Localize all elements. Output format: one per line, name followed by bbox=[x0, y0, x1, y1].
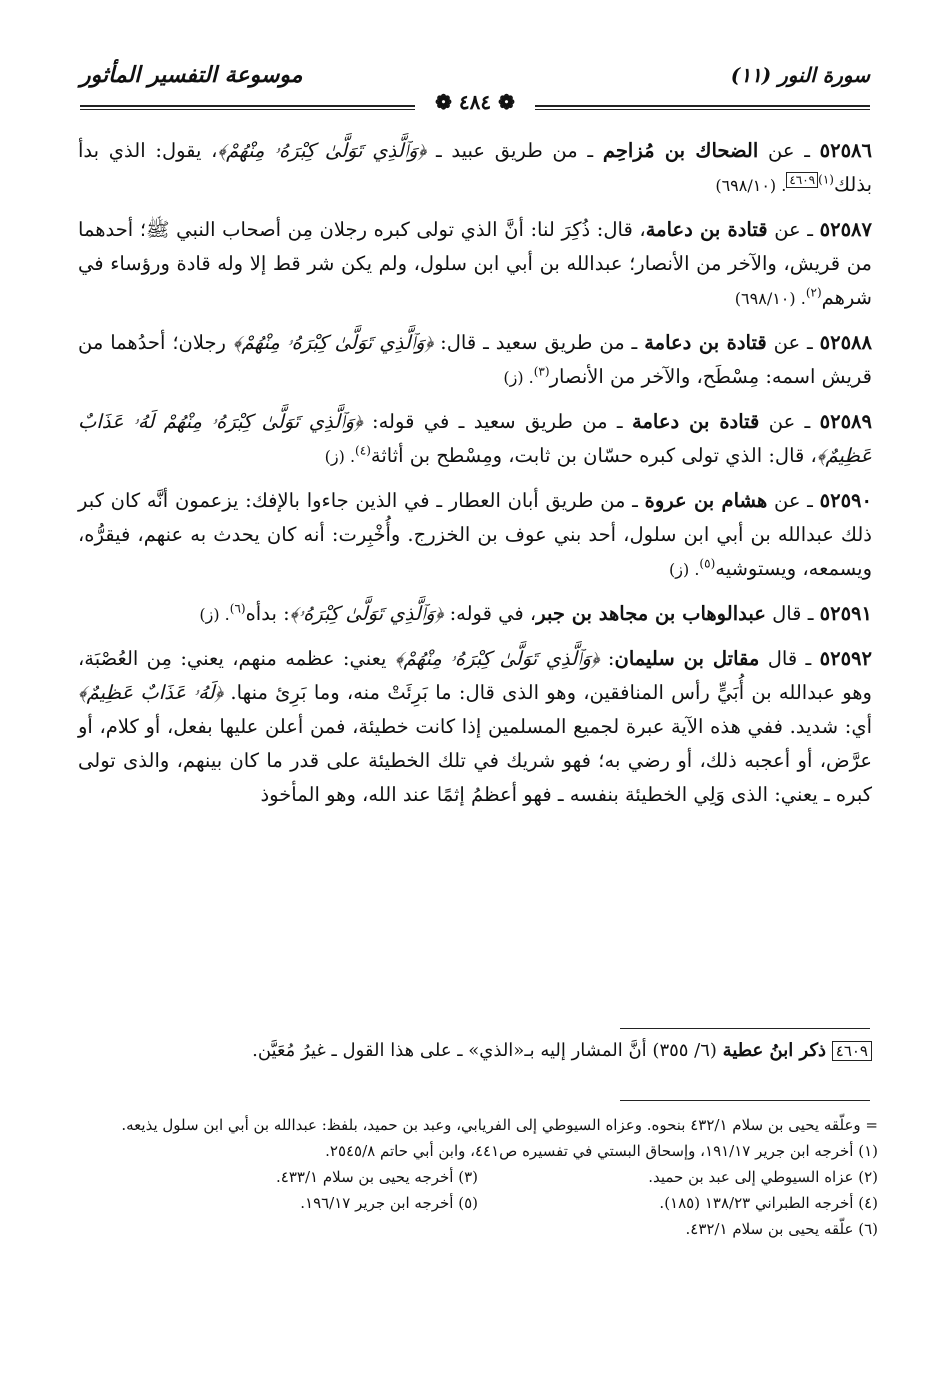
footnote-3: (٣) أخرجه يحيى بن سلام ٤٣٣/١. bbox=[276, 1168, 478, 1186]
quran-quote: ﴿وَٱلَّذِي تَوَلَّىٰ كِبْرَهُۥ مِنْهُمْ﴾ bbox=[232, 331, 434, 354]
entry-52590 bbox=[78, 484, 872, 591]
entry-52587 bbox=[78, 213, 872, 320]
entry-number: ٥٢٥٩٢ bbox=[819, 647, 872, 670]
source-ref: . (٦٩٨/١٠) bbox=[715, 176, 787, 195]
entry-number: ٥٢٥٩١ bbox=[819, 602, 872, 625]
source-ref: . (ز) bbox=[324, 447, 356, 466]
narrator-name: قتادة بن دعامة bbox=[632, 410, 760, 433]
entry-chain: ـ من طريق عبيد ـ bbox=[426, 139, 603, 162]
entry-52591 bbox=[78, 597, 872, 636]
commentary-text: (٦/ ٣٥٥) أنَّ المشار إليه بـ«الذي» ـ على هذا القول ـ غيرُ مُعَيَّن. bbox=[252, 1040, 723, 1061]
commentary-rule bbox=[620, 1028, 870, 1029]
footnote-4: (٤) أخرجه الطبراني ١٣٨/٢٣ (١٨٥). bbox=[659, 1194, 878, 1212]
footnote-row bbox=[78, 1164, 878, 1190]
sura-title: سورة النور (١١) bbox=[730, 63, 870, 87]
entry-text: يعني: عظمه منهم، يعني: مِن العُصْبَة، وهو عبدالله بن أُبَيٍّ رأس المنافقين، وهو الذى قال: ما بَرِئَتْ منه، وما بَرِئ منها. bbox=[78, 647, 872, 704]
narrator-name: الضحاك بن مُزاحِم bbox=[602, 139, 759, 162]
footnote-marker: (٤) bbox=[355, 443, 371, 458]
entry-chain: ـ من طريق سعيد ـ قال: bbox=[433, 331, 645, 354]
commentary-author: ذكر ابنُ عطية bbox=[722, 1040, 827, 1061]
footnote-5: (٥) أخرجه ابن جرير ١٩٦/١٧. bbox=[300, 1194, 478, 1212]
entry-number: ٥٢٥٩٠ bbox=[819, 489, 873, 512]
commentary-marker: ٤٦٠٩ bbox=[786, 172, 818, 188]
narrator-name: عبدالوهاب بن مجاهد بن جبر bbox=[536, 602, 766, 625]
footnote-marker: (٣) bbox=[533, 364, 550, 379]
entry-intro: ـ قال bbox=[759, 647, 812, 670]
narrator-name: مقاتل بن سليمان bbox=[614, 647, 760, 670]
entry-number: ٥٢٥٨٦ bbox=[819, 139, 873, 162]
entry-intro: ـ عن bbox=[767, 218, 813, 241]
entry-number: ٥٢٥٨٩ bbox=[819, 410, 873, 433]
entry-intro: ـ قال bbox=[765, 602, 814, 625]
footnote-marker: (٦) bbox=[229, 601, 246, 616]
footnote-marker: (٥) bbox=[699, 556, 716, 571]
page-number bbox=[415, 90, 535, 118]
quran-quote: ﴿وَٱلَّذِي تَوَلَّىٰ كِبْرَهُۥ مِنْهُمْ﴾ bbox=[217, 139, 427, 162]
entry-intro: ـ عن bbox=[758, 139, 810, 162]
ornament-icon: ❁ bbox=[491, 90, 515, 114]
entry-text: ، قال: ذُكِرَ لنا: أنَّ الذي تولى كبره رجلان مِن أصحاب النبي ﷺ؛ أحدهما من قريش، والآخر من الأنصار؛ عبدالله بن أبي ابن سلول، ولم يكن شر قط إلا وله قادة ورؤساء في شرهم bbox=[78, 218, 872, 309]
running-header bbox=[80, 58, 870, 92]
footnote-rule bbox=[620, 1100, 870, 1101]
entry-text: رجلان؛ أحدُهما من قريش اسمه: مِسْطَح، والآخر من الأنصار bbox=[78, 331, 872, 388]
footnotes bbox=[78, 1112, 878, 1242]
entry-number: ٥٢٥٨٨ bbox=[819, 331, 873, 354]
quran-quote: ﴿وَٱلَّذِي تَوَلَّىٰ كِبْرَهُۥ﴾ bbox=[289, 602, 444, 625]
entry-text: ، قال: الذي تولى كبره حسّان بن ثابت، ومِسْطح بن أثاثة bbox=[370, 444, 817, 467]
entry-intro: ـ عن bbox=[767, 489, 813, 512]
entry-text: ـ من طريق أبان العطار ـ في الذين جاءوا بالإفك: يزعمون أنَّه كان كبر ذلك عبدالله بن أبي ابن سلول، أحد بني عوف بن الخزرج. وأُخْبِرت: أنه كان يحدث به عنهم، فيقرُّه، ويسمعه، ويستوشيه bbox=[78, 489, 872, 580]
footnote-6: (٦) علّقه يحيى بن سلام ٤٣٢/١. bbox=[685, 1220, 878, 1238]
entry-52589 bbox=[78, 405, 872, 478]
footnote-1: (١) أخرجه ابن جرير ١٩١/١٧، وإسحاق البستي في تفسيره ص٤٤١، وابن أبي حاتم ٢٥٤٥/٨. bbox=[325, 1142, 878, 1160]
source-ref: . (٦٩٨/١٠) bbox=[734, 289, 806, 308]
entry-intro: ـ عن bbox=[766, 331, 813, 354]
ornament-icon: ❁ bbox=[435, 90, 459, 114]
narrator-name: هشام بن عروة bbox=[644, 489, 768, 512]
footnote-marker: (١) bbox=[818, 172, 834, 187]
entry-number: ٥٢٥٨٧ bbox=[819, 218, 872, 241]
book-title: موسوعة التفسير المأثور bbox=[80, 62, 303, 88]
entry-text: : بدأه bbox=[245, 602, 290, 625]
entry-52592 bbox=[78, 642, 872, 816]
entry-52588 bbox=[78, 326, 872, 399]
entry-chain: ، في قوله: bbox=[443, 602, 537, 625]
source-ref: . (ز) bbox=[669, 560, 700, 579]
narrator-name: قتادة بن دعامة bbox=[644, 331, 767, 354]
entry-chain: : bbox=[599, 647, 615, 670]
entry-chain: ـ من طريق سعيد ـ في قوله: bbox=[362, 410, 632, 433]
source-ref: . (ز) bbox=[503, 368, 534, 387]
footnote-row bbox=[78, 1190, 878, 1216]
page-number-value: ٤٨٤ bbox=[458, 90, 492, 114]
main-text bbox=[78, 134, 872, 822]
entry-52586 bbox=[78, 134, 872, 207]
commentary-number: ٤٦٠٩ bbox=[832, 1041, 872, 1061]
quran-quote: ﴿وَٱلَّذِي تَوَلَّىٰ كِبْرَهُۥ مِنْهُمْ﴾ bbox=[394, 647, 600, 670]
entry-text: أي: شديد. ففي هذه الآية عبرة لجميع المسلمين إذا كانت خطيئة، فمن أعلن عليها بفعل، أو كلام، أو عرَّض، أو أعجبه ذلك، أو رضي به؛ فهو شريك في تلك الخطيئة على قدر ما كان بينهم، والذى تولى كبره ـ يعني: الذى وَلِي الخطيئة بنفسه ـ فهو أعظمُ إثمًا عند الله، وهو المأخوذ bbox=[78, 715, 872, 806]
quran-quote: ﴿وَٱلَّذِي تَوَلَّىٰ كِبْرَهُۥ مِنْهُمْ لَهُۥ عَذَابٌ عَظِيمٌ﴾ bbox=[78, 410, 872, 467]
entry-intro: ـ عن bbox=[759, 410, 811, 433]
quran-quote: ﴿لَهُۥ عَذَابٌ عَظِيمٌ﴾ bbox=[78, 681, 224, 704]
footnote-continuation: = وعلّقه يحيى بن سلام ٤٣٢/١ بنحوه. وعزاه السيوطي إلى الفريابي، وعبد بن حميد، بلفظ: عبدالله بن أبي ابن سلول يذيعه. bbox=[121, 1116, 878, 1134]
commentary-note bbox=[78, 1036, 872, 1066]
entry-text: ، يقول: الذي بدأ بذلك bbox=[78, 139, 872, 196]
footnote-2: (٢) عزاه السيوطي إلى عبد بن حميد. bbox=[648, 1168, 878, 1186]
footnote-marker: (٢) bbox=[805, 285, 822, 300]
narrator-name: قتادة بن دعامة bbox=[645, 218, 768, 241]
source-ref: . (ز) bbox=[199, 605, 230, 624]
